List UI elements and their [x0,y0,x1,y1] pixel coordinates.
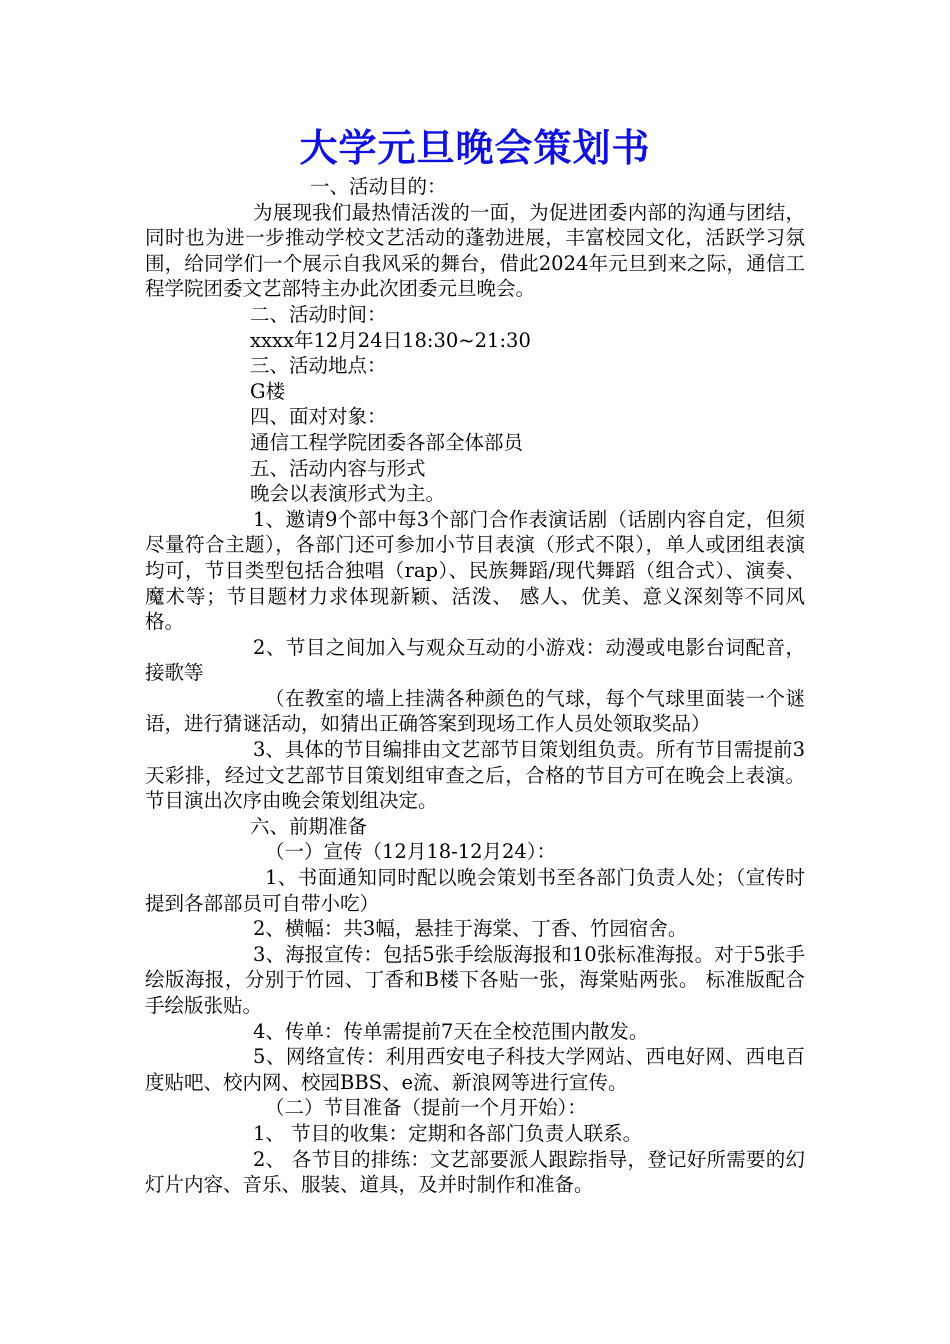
paragraph-publicity-item-1: 1、书面通知同时配以晚会策划书至各部门负责人处；（宣传时提到各部部员可自带小吃） [145,866,805,915]
paragraph-audience: 通信工程学院团委各部全体部员 [250,430,524,454]
paragraph-time: xxxx年12月24日18:30~21:30 [250,328,531,352]
section-heading-location: 三、活动地点： [250,354,387,378]
section-heading-purpose: 一、活动目的： [310,175,447,198]
paragraph-publicity-item-5: 5、网络宣传：利用西安电子科技大学网站、西电好网、西电百度贴吧、校内网、校园BBS、e流、新浪网等进行宣传。 [145,1045,805,1094]
subsection-heading-program: （二）节目准备（提前一个月开始）： [265,1096,587,1120]
paragraph-program-item-2: 2、 各节目的排练：文艺部要派人跟踪指导，登记好所需要的幻灯片内容、音乐、服装、道具，及并时制作和准备。 [145,1147,805,1197]
paragraph-content-item-2: 2、节目之间加入与观众互动的小游戏：动漫或电影台词配音，接歌等 [145,635,805,685]
paragraph-publicity-item-4: 4、传单：传单需提前7天在全校范围内散发。 [253,1019,649,1043]
paragraph-publicity-item-3: 3、海报宣传：包括5张手绘版海报和10张标准海报。对于5张手绘版海报，分别于竹园、丁香和B楼下各贴一张，海棠贴两张。 标准版配合手绘版张贴。 [145,942,805,1017]
paragraph-program-item-1: 1、 节目的收集：定期和各部门负责人联系。 [253,1121,643,1145]
paragraph-publicity-item-2: 2、横幅：共3幅，悬挂于海棠、丁香、竹园宿舍。 [253,917,688,941]
section-heading-preparation: 六、前期准备 [250,814,368,838]
document-title: 大学元旦晚会策划书 [299,126,651,170]
section-heading-content: 五、活动内容与形式 [250,456,426,480]
paragraph-content-item-2-note: （在教室的墙上挂满各种颜色的气球，每个气球里面装一个谜语，进行猜谜活动，如猜出正确答案到现场工作人员处领取奖品） [145,686,805,736]
subsection-heading-publicity: （一）宣传（12月18-12月24）： [265,840,557,864]
section-heading-time: 二、活动时间： [250,302,387,326]
paragraph-content-item-1: 1、邀请9个部中每3个部门合作表演话剧（话剧内容自定，但须尽量符合主题），各部门还可参加小节目表演（形式不限），单人或团组表演均可，节目类型包括合独唱（rap）、民族舞蹈/现代舞蹈（组合式）、演奏、魔术等；节目题材力求体现新颖、活泼、 感人、优美、意义深刻等不同风格。 [145,507,805,634]
paragraph-location: G楼 [250,379,286,403]
section-heading-audience: 四、面对对象： [250,405,387,429]
paragraph-content-item-3: 3、具体的节目编排由文艺部节目策划组负责。所有节目需提前3天彩排，经过文艺部节目策划组审查之后，合格的节目方可在晚会上表演。节目演出次序由晚会策划组决定。 [145,738,805,813]
paragraph-content-intro: 晚会以表演形式为主。 [250,482,446,506]
paragraph-purpose: 为展现我们最热情活泼的一面，为促进团委内部的沟通与团结，同时也为进一步推动学校文艺活动的蓬勃进展，丰富校园文化，活跃学习氛围，给同学们一个展示自我风采的舞台，借此2024年元旦到来之际，通信工程学院团委文艺部特主办此次团委元旦晚会。 [145,200,805,301]
